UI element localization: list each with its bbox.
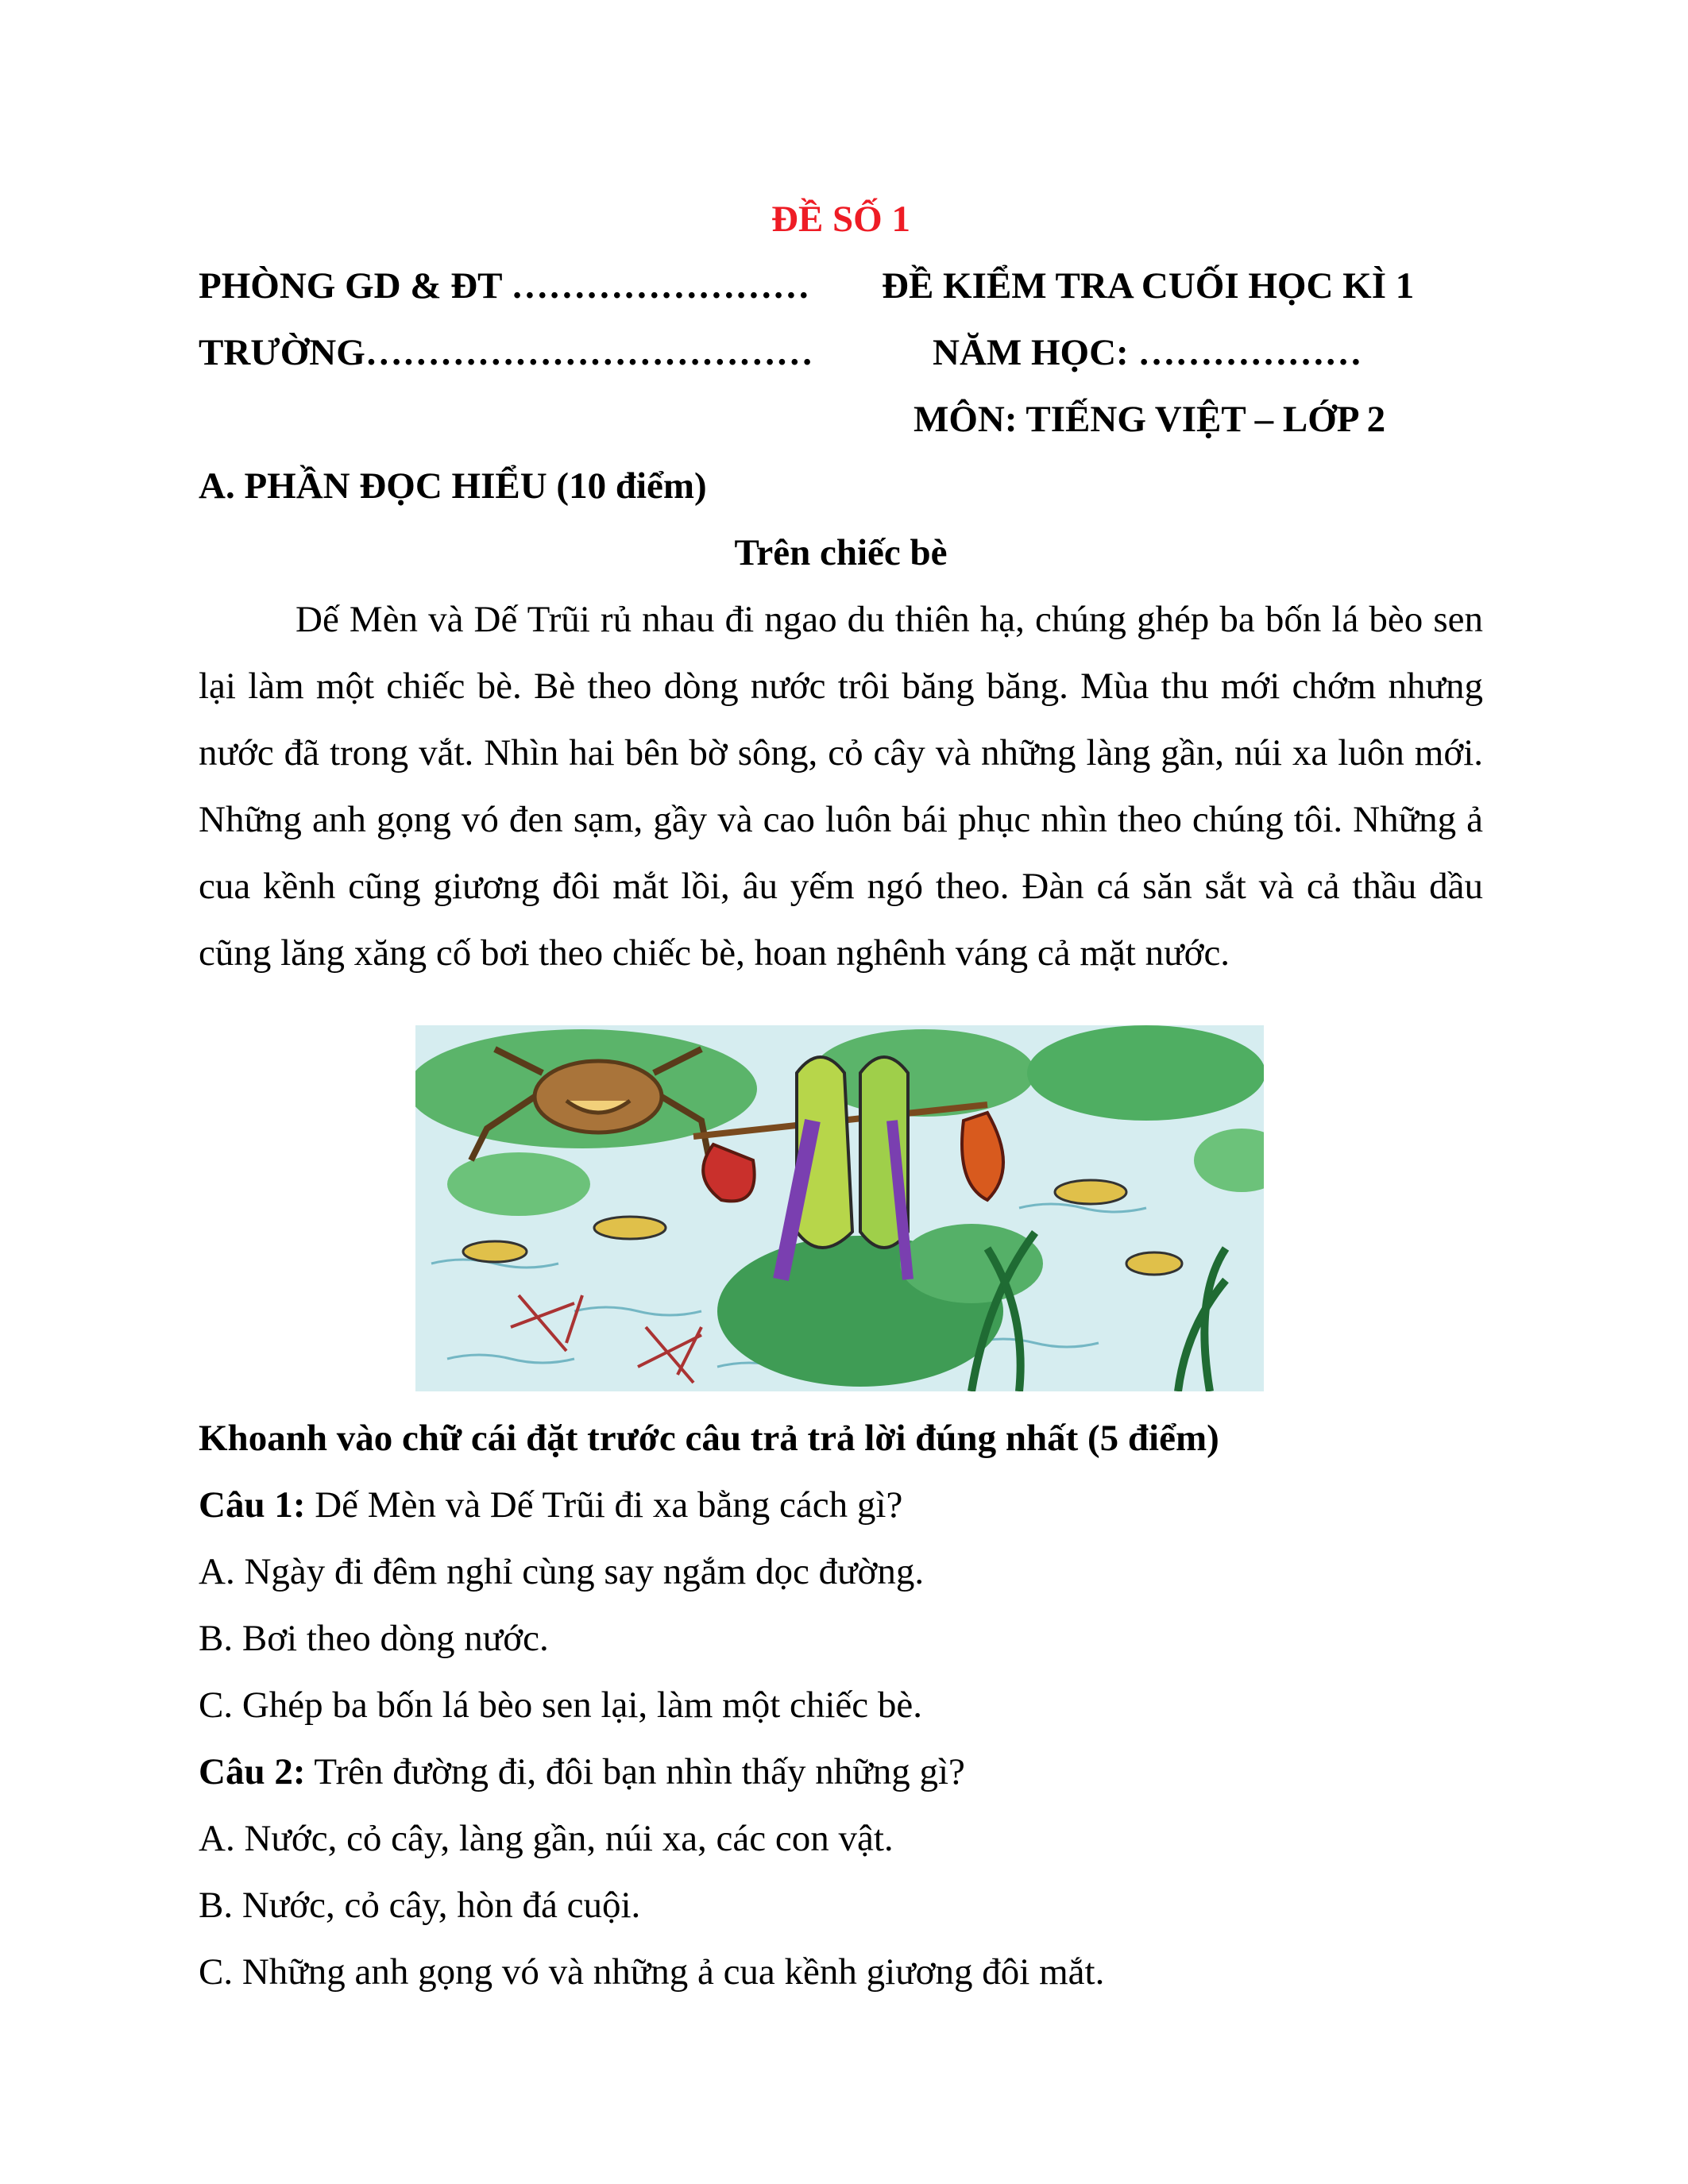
school-field: TRƯỜNG……………………………… (199, 332, 813, 373)
question-1-text: Dế Mèn và Dế Trũi đi xa bằng cách gì? (305, 1484, 903, 1526)
question-2 (199, 1738, 1483, 1805)
school-year-field: NĂM HỌC: ……………… (933, 332, 1362, 373)
section-a-heading: A. PHẦN ĐỌC HIỂU (10 điểm) (199, 465, 707, 507)
question-1-label: Câu 1: (199, 1484, 306, 1526)
department-field: PHÒNG GD & ĐT …………………… (199, 265, 810, 307)
q2-option-c[interactable]: C. Những anh gọng vó và những ả cua kềnh giương đôi mắt. (199, 1951, 1105, 1993)
exam-title: ĐỀ KIỂM TRA CUỐI HỌC KÌ 1 (882, 265, 1415, 307)
q1-option-b[interactable]: B. Bơi theo dòng nước. (199, 1618, 549, 1659)
q1-option-c[interactable]: C. Ghép ba bốn lá bèo sen lại, làm một chiếc bè. (199, 1684, 923, 1726)
question-2-label: Câu 2: (199, 1751, 306, 1792)
header-row-1 (199, 253, 1483, 319)
exam-number: ĐỀ SỐ 1 (771, 199, 910, 240)
subject: MÔN: TIẾNG VIỆT – LỚP 2 (914, 399, 1386, 440)
header-row-2 (199, 319, 1483, 386)
question-2-text: Trên đường đi, đôi bạn nhìn thấy những gì? (305, 1751, 965, 1792)
header-row-3 (199, 386, 1483, 453)
q2-option-a[interactable]: A. Nước, cỏ cây, làng gần, núi xa, các con vật. (199, 1818, 894, 1859)
q2-option-b[interactable]: B. Nước, cỏ cây, hòn đá cuội. (199, 1885, 641, 1926)
question-1 (199, 1472, 1483, 1538)
instructions: Khoanh vào chữ cái đặt trước câu trả trả lời đúng nhất (5 điểm) (199, 1418, 1219, 1459)
story-paragraph: Dế Mèn và Dế Trũi rủ nhau đi ngao du thiên hạ, chúng ghép ba bốn lá bèo sen lại làm một chiếc bè. Bè theo dòng nước trôi băng băng. Mùa thu mới chớm nhưng nước đã trong vắt. Nhìn hai bên bờ sông, cỏ cây và những làng gần, núi xa luôn mới. Những anh gọng vó đen sạm, gầy và cao luôn bái phục nhìn theo chúng tôi. Những ả cua kềnh cũng giương đôi mắt lồi, âu yếm ngó theo. Đàn cá săn sắt và cả thầu dầu cũng lăng xăng cố bơi theo chiếc bè, hoan nghênh váng cả mặt nước. (199, 599, 1483, 974)
q1-option-a[interactable]: A. Ngày đi đêm nghỉ cùng say ngắm dọc đường. (199, 1551, 925, 1592)
crickets-on-raft-image (415, 1025, 1264, 1391)
story-title: Trên chiếc bè (734, 532, 948, 573)
story-illustration (415, 1025, 1264, 1391)
exam-page (199, 186, 1483, 2005)
